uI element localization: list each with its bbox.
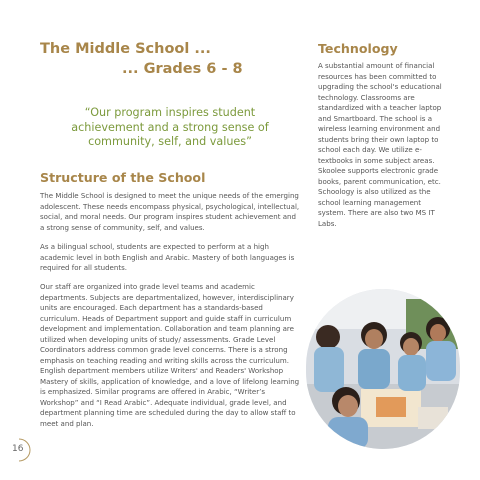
paragraph-structure-3: Our staff are organized into grade level teams and academic departments. Subjects are departmentalized, however, interdisciplinary units are encouraged. Each department has a standards-based curriculum. Heads of Department support and guide staff in curriculum development and implementation. Collaboration and team planning are utilized when developing units of study/ assessments. Grade Level Coordinators address common grade level concerns. There is a strong emphasis on teaching reading and writing skills across the curriculum. English department members utilize Writers' and Readers' Workshop Mastery of skills, application of knowledge, and a love of lifelong learning is emphasized. Similar programs are offered in Arabic, “Writer’s Workshop” and “I Read Arabic”. Adequate individual, grade level, and department planning time are scheduled during the day to allow staff to meet and plan. [40, 282, 300, 428]
page-title-line2: ... Grades 6 - 8 [122, 61, 243, 77]
pull-quote: “Our program inspires student achievement and a strong sense of community, self, and values” [71, 106, 269, 148]
students-photo [306, 289, 460, 449]
paragraph-structure-1: The Middle School is designed to meet the unique needs of the emerging adolescent. These needs encompass physical, psychological, intellectual, social, and moral needs. Our program inspires student achievement and a strong sense of community, self, and values. [40, 191, 300, 232]
page-title-line1: The Middle School ... [40, 41, 211, 57]
paragraph-structure-2: As a bilingual school, students are expected to perform at a high academic level in both English and Arabic. Mastery of both languages is required for all students. [40, 242, 295, 272]
section-heading-technology: Technology [318, 41, 398, 56]
page-number: 16 [12, 444, 24, 454]
paragraph-technology: A substantial amount of financial resources has been committed to upgrading the school's educational technology. Classrooms are standardized with a teacher laptop and Smartboard. The school is a wireless learning environment and students bring their own laptop to school each day. We utilize e-textbooks in some subject areas. Skoolee supports electronic grade books, parent communication, etc. Schoology is also utilized as the school learning management system. There are also two MS IT Labs. [318, 61, 442, 228]
section-heading-structure: Structure of the School [40, 170, 206, 185]
